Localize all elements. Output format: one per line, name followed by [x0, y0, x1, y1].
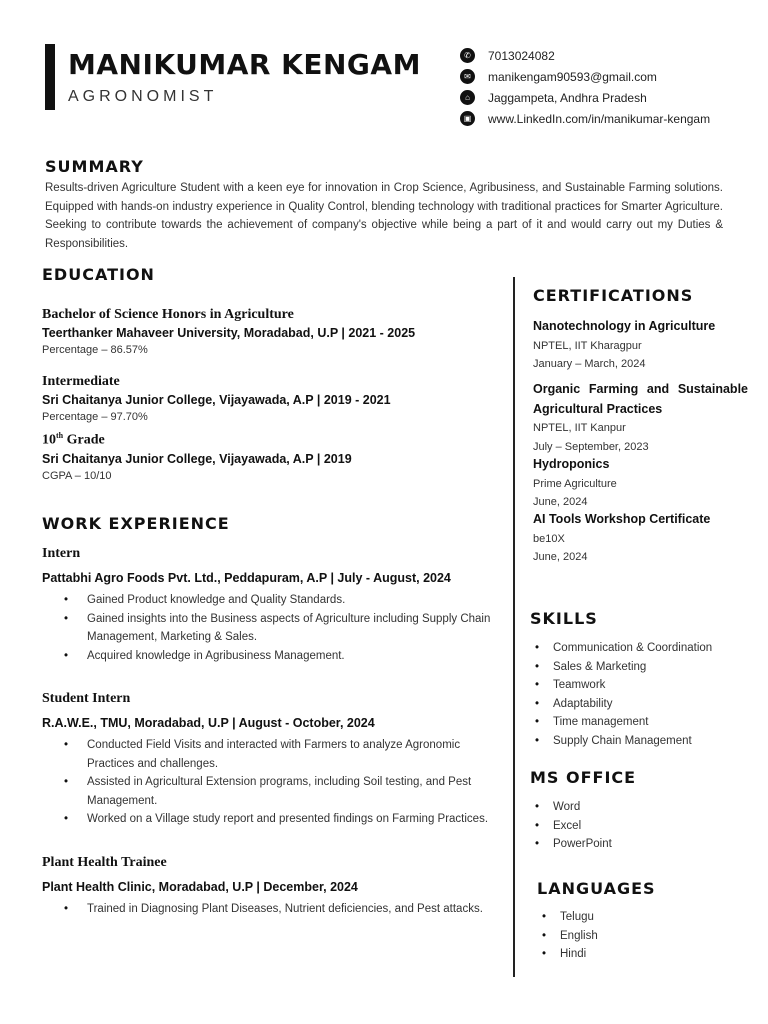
grade-line: Percentage – 86.57% [42, 344, 148, 356]
grade-line: CGPA – 10/10 [42, 469, 112, 482]
candidate-role: AGRONOMIST [68, 88, 218, 105]
list-item: • Worked on a Village study report and presented findings on Farming Practices. [42, 810, 497, 829]
contact-email-text[interactable]: manikengam90593@gmail.com [488, 69, 657, 84]
contact-address [460, 87, 760, 108]
skills-list [533, 639, 753, 750]
work-item [42, 855, 497, 919]
summary-heading: SUMMARY [45, 157, 144, 176]
degree-title: 10th Grade [42, 431, 105, 448]
list-item: • Communication & Coordination [533, 639, 753, 658]
certification-item [533, 380, 748, 456]
certification-issuer: be10X [533, 532, 565, 545]
list-item: • Assisted in Agricultural Extension programs, including Soil testing, and Pest Management. [42, 773, 497, 810]
briefcase-icon: ▣ [460, 111, 475, 126]
contact-list [460, 45, 760, 129]
education-item [42, 431, 497, 482]
skills-heading: SKILLS [530, 609, 598, 628]
header-accent-bar [45, 44, 55, 110]
ms-office-list [533, 798, 753, 854]
list-item: • Conducted Field Visits and interacted with Farmers to analyze Agronomic Practices and challenges. [42, 736, 497, 773]
job-title: Plant Health Trainee [42, 855, 167, 870]
contact-address-text: Jaggampeta, Andhra Pradesh [488, 90, 647, 105]
certification-date: June, 2024 [533, 551, 588, 563]
certification-title: AI Tools Workshop Certificate [533, 512, 711, 526]
email-icon: ✉ [460, 69, 475, 84]
column-divider [513, 277, 515, 977]
certifications-heading: CERTIFICATIONS [533, 286, 694, 305]
certification-issuer: NPTEL, IIT Kharagpur [533, 339, 642, 352]
certification-date: June, 2024 [533, 496, 588, 508]
summary-text: Results-driven Agriculture Student with a keen eye for innovation in Crop Science, Agribusiness, and Sustainable Farming solutions. Equipped with hands-on industry experience in Quality Control, blending technology with traditional practices for Smarter Agriculture. Seeking to contribute towards the achievement of company's objective while being a part of it and would carry out my Duties & Responsibilities. [45, 182, 723, 250]
list-item: • Adaptability [533, 695, 753, 714]
list-item: • Acquired knowledge in Agribusiness Management. [42, 647, 497, 666]
job-title: Student Intern [42, 691, 131, 706]
work-item [42, 546, 497, 665]
list-item: • Trained in Diagnosing Plant Diseases, Nutrient deficiencies, and Pest attacks. [42, 900, 497, 919]
list-item: • Excel [533, 817, 753, 836]
certification-title: Nanotechnology in Agriculture [533, 319, 716, 333]
list-item: • English [540, 927, 740, 946]
languages-heading: LANGUAGES [537, 879, 656, 898]
home-icon: ⌂ [460, 90, 475, 105]
ms-office-heading: MS OFFICE [530, 768, 637, 787]
certification-issuer: Prime Agriculture [533, 477, 617, 490]
duty-list [42, 591, 497, 665]
duty-list [42, 736, 497, 829]
contact-email [460, 66, 760, 87]
grade-line: Percentage – 97.70% [42, 411, 148, 423]
certification-title: Hydroponics [533, 457, 610, 471]
candidate-name: MANIKUMAR KENGAM [68, 48, 421, 81]
work-experience-heading: WORK EXPERIENCE [42, 514, 230, 533]
education-item [42, 307, 497, 356]
duty-list [42, 900, 497, 919]
certification-item [533, 455, 753, 512]
job-title: Intern [42, 546, 81, 561]
institution-line: Teerthanker Mahaveer University, Moradabad, U.P | 2021 - 2025 [42, 326, 416, 340]
list-item: • Teamwork [533, 676, 753, 695]
list-item: • Hindi [540, 945, 740, 964]
institution-line: Sri Chaitanya Junior College, Vijayawada, A.P | 2019 - 2021 [42, 393, 391, 407]
list-item: • Telugu [540, 908, 740, 927]
certification-date: July – September, 2023 [533, 440, 649, 453]
list-item: • Gained Product knowledge and Quality Standards. [42, 591, 497, 610]
list-item: • Gained insights into the Business aspects of Agriculture including Supply Chain Management, Marketing & Sales. [42, 610, 497, 647]
education-item [42, 374, 497, 423]
contact-phone-text[interactable]: 7013024082 [488, 48, 555, 63]
employer-line: Pattabhi Agro Foods Pvt. Ltd., Peddapuram, A.P | July - August, 2024 [42, 571, 451, 585]
list-item: • PowerPoint [533, 835, 753, 854]
contact-linkedin-text[interactable]: www.LinkedIn.com/in/manikumar-kengam [488, 111, 711, 126]
contact-linkedin [460, 108, 760, 129]
education-heading: EDUCATION [42, 265, 155, 284]
certification-title: Organic Farming and Sustainable Agricultural Practices [533, 382, 748, 416]
certification-item [533, 317, 753, 374]
certification-date: January – March, 2024 [533, 358, 646, 370]
list-item: • Word [533, 798, 753, 817]
employer-line: R.A.W.E., TMU, Moradabad, U.P | August - October, 2024 [42, 716, 375, 730]
employer-line: Plant Health Clinic, Moradabad, U.P | December, 2024 [42, 880, 358, 894]
institution-line: Sri Chaitanya Junior College, Vijayawada, A.P | 2019 [42, 451, 352, 466]
work-item [42, 691, 497, 829]
phone-icon: ✆ [460, 48, 475, 63]
certification-item [533, 510, 753, 567]
contact-phone [460, 45, 760, 66]
certification-issuer: NPTEL, IIT Kanpur [533, 422, 626, 434]
degree-title: Intermediate [42, 374, 120, 389]
languages-list [540, 908, 740, 964]
list-item: • Supply Chain Management [533, 732, 753, 751]
degree-title: Bachelor of Science Honors in Agriculture [42, 307, 294, 322]
list-item: • Time management [533, 713, 753, 732]
list-item: • Sales & Marketing [533, 658, 753, 677]
